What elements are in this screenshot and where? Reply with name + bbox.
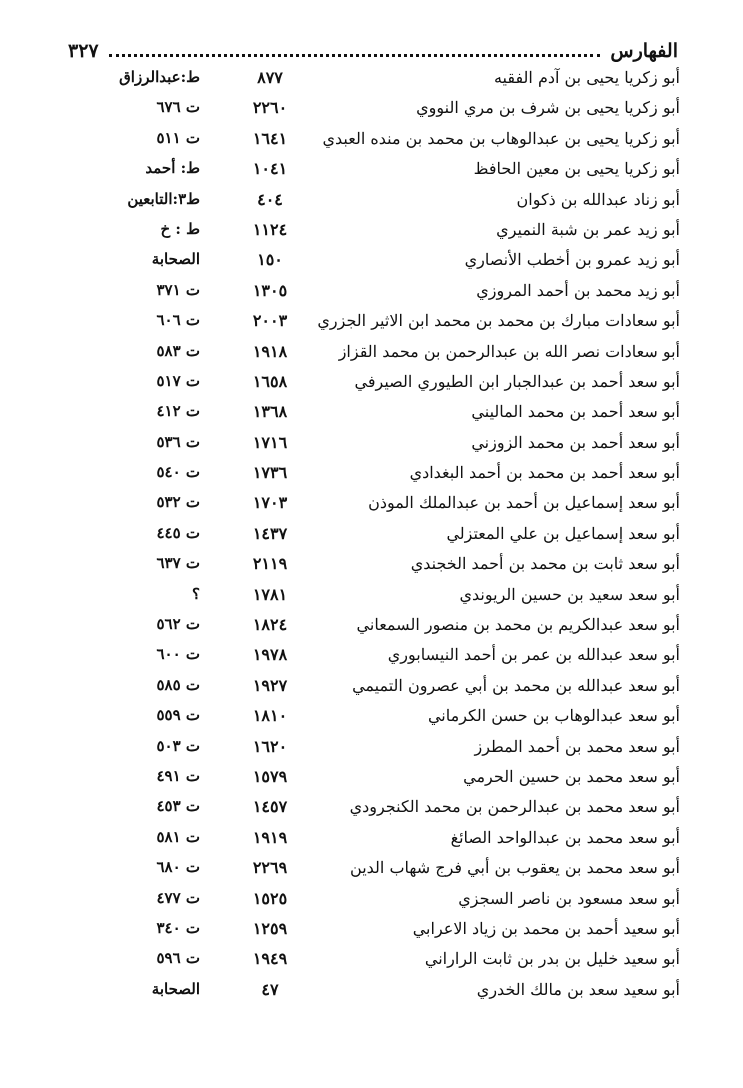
entry-name: أبو زكريا يحيى بن عبدالوهاب بن محمد بن منده العبدي xyxy=(322,128,680,148)
entry-number: ٢٠٠٣ xyxy=(252,311,288,331)
entry-name: أبو سعد أحمد بن محمد بن أحمد البغدادي xyxy=(409,463,680,483)
entry-reference: ت ٤٤٥ xyxy=(156,523,200,542)
entry-reference: ط:عبدالرزاق xyxy=(119,68,200,86)
entry-name: أبو سعد محمد بن حسين الحرمي xyxy=(463,766,680,786)
entry-name: أبو سعد إسماعيل بن علي المعتزلي xyxy=(446,523,680,543)
index-entry xyxy=(100,854,680,884)
entry-name: أبو زيد عمرو بن أخطب الأنصاري xyxy=(464,250,680,270)
index-entry xyxy=(100,885,680,915)
entry-number: ٤٧ xyxy=(261,979,279,999)
entry-name: أبو زيد محمد بن أحمد المروزي xyxy=(476,280,680,300)
entry-number: ١٧٣٦ xyxy=(252,463,288,483)
entry-number: ١٤٥٧ xyxy=(252,797,288,817)
entry-reference: الصحابة xyxy=(151,979,200,998)
entry-number: ١٨٢٤ xyxy=(252,615,288,635)
entry-reference: ت ٥١٧ xyxy=(156,371,200,390)
index-entry xyxy=(100,520,680,550)
entry-number: ١٩٧٨ xyxy=(252,645,288,665)
entry-name: أبو سعد ثابت بن محمد بن أحمد الخجندي xyxy=(410,554,680,574)
entry-name: أبو سعد أحمد بن محمد الماليني xyxy=(471,402,680,422)
entry-number: ٨٧٧ xyxy=(257,68,283,87)
entry-name: أبو زكريا يحيى بن شرف بن مري النووي xyxy=(416,98,680,118)
entry-reference: ت ٥٨٣ xyxy=(156,341,200,360)
entry-reference: ت ٤٩١ xyxy=(156,766,200,785)
entry-number: ١٦٥٨ xyxy=(252,371,288,391)
entry-number: ١٧٠٣ xyxy=(252,493,288,513)
entry-reference: ت ٤٧٧ xyxy=(156,888,200,907)
entry-number: ١٦٤١ xyxy=(252,128,288,148)
index-entry xyxy=(100,277,680,307)
entry-name: أبو سعد عبدالله بن محمد بن أبي عصرون التميمي xyxy=(352,675,680,695)
index-entry xyxy=(100,793,680,823)
index-entry xyxy=(100,641,680,671)
entry-name: أبو سعد محمد بن عبدالرحمن بن محمد الكنجرودي xyxy=(349,797,680,817)
entry-reference: ت ٥٦٢ xyxy=(156,615,200,634)
entry-name: أبو سعد عبدالوهاب بن حسن الكرماني xyxy=(427,706,680,726)
entry-name: أبو سعد إسماعيل بن أحمد بن عبدالملك الموذن xyxy=(368,493,680,513)
index-entry xyxy=(100,611,680,641)
dotted-leader xyxy=(109,54,601,57)
index-entry xyxy=(100,64,680,94)
entry-name: أبو سعادات نصر الله بن عبدالرحمن بن محمد القزاز xyxy=(338,341,680,361)
index-entry xyxy=(100,702,680,732)
entry-reference: ط: أحمد xyxy=(145,159,200,178)
entry-name: أبو سعد سعيد بن حسين الريوندي xyxy=(459,584,680,604)
entry-reference: ت ٥٩٦ xyxy=(156,949,200,968)
index-entry xyxy=(100,125,680,155)
index-entry xyxy=(100,94,680,124)
entry-name: أبو سعيد سعد بن مالك الخدري xyxy=(476,979,680,999)
entry-name: أبو سعد مسعود بن ناصر السجزي xyxy=(458,888,680,908)
entry-name: أبو زيد عمر بن شبة النميري xyxy=(496,219,680,239)
entry-number: ١٣٦٨ xyxy=(252,402,288,422)
index-entry xyxy=(100,915,680,945)
entry-name: أبو سعادات مبارك بن محمد بن محمد ابن الاثير الجزري xyxy=(317,311,680,331)
page-number: ٣٢٧ xyxy=(68,40,99,62)
entry-name: أبو سعد محمد بن عبدالواحد الصائغ xyxy=(450,827,680,847)
entry-name: أبو سعد عبدالله بن عمر بن أحمد النيسابوري xyxy=(387,645,680,665)
index-entry xyxy=(100,246,680,276)
entry-reference: ت ٥١١ xyxy=(156,128,200,147)
entry-reference: ت ٣٤٠ xyxy=(156,918,200,937)
entry-reference: ت ٥٨١ xyxy=(156,827,200,846)
entry-reference: ت ٥٤٠ xyxy=(156,463,200,482)
index-entry xyxy=(100,733,680,763)
entry-reference: ط٣:التابعين xyxy=(127,189,200,208)
entry-number: ١٢٥٩ xyxy=(252,918,288,938)
index-entry xyxy=(100,368,680,398)
index-entry xyxy=(100,307,680,337)
page-header xyxy=(68,36,678,62)
index-entry xyxy=(100,398,680,428)
index-entry xyxy=(100,338,680,368)
entry-reference: ت ٥٣٦ xyxy=(156,432,200,451)
entry-name: أبو سعد عبدالكريم بن محمد بن منصور السمعاني xyxy=(356,615,680,635)
entry-reference: ت ٥٣٢ xyxy=(156,493,200,512)
entry-reference: الصحابة xyxy=(151,250,200,269)
entry-name: أبو سعد أحمد بن محمد الزوزني xyxy=(471,432,680,452)
entry-reference: ت ٥٠٣ xyxy=(156,736,200,755)
entry-number: ١٦٢٠ xyxy=(252,736,288,756)
entry-name: أبو سعد أحمد بن عبدالجبار ابن الطيوري الصيرفي xyxy=(354,371,680,391)
index-entry xyxy=(100,581,680,611)
entry-reference: ؟ xyxy=(192,584,200,603)
entry-number: ١٣٠٥ xyxy=(252,280,288,300)
entry-reference: ت ٣٧١ xyxy=(156,280,200,299)
index-entry xyxy=(100,763,680,793)
index-entry xyxy=(100,429,680,459)
entry-number: ١٥٢٥ xyxy=(252,888,288,908)
index-entry xyxy=(100,550,680,580)
entry-reference: ت ٥٥٩ xyxy=(156,706,200,725)
entry-name: أبو سعد محمد بن يعقوب بن أبي فرج شهاب الدين xyxy=(350,858,680,878)
entry-number: ٢٢٦٩ xyxy=(252,858,288,878)
entry-name: أبو سعد محمد بن أحمد المطرز xyxy=(474,736,680,756)
index-entry xyxy=(100,824,680,854)
entry-number: ٤٠٤ xyxy=(257,189,283,209)
index-entry xyxy=(100,976,680,1006)
section-title: الفهارس xyxy=(610,40,678,62)
entry-reference: ت ٤١٢ xyxy=(156,402,200,421)
entry-reference: ت ٤٥٣ xyxy=(156,797,200,816)
index-entry xyxy=(100,459,680,489)
entry-number: ٢١١٩ xyxy=(252,554,288,574)
entry-name: أبو سعيد خليل بن بدر بن ثابت الراراني xyxy=(424,949,680,969)
entry-name: أبو زكريا يحيى بن آدم الفقيه xyxy=(493,68,680,87)
index-entry xyxy=(100,155,680,185)
entry-number: ١٥٠ xyxy=(257,250,283,270)
entry-number: ١٩١٨ xyxy=(252,341,288,361)
entry-reference: ت ٦٠٠ xyxy=(156,645,200,664)
entry-number: ٢٢٦٠ xyxy=(252,98,288,118)
index-entry xyxy=(100,186,680,216)
index-entry xyxy=(100,945,680,975)
entry-reference: ت ٦٧٦ xyxy=(156,98,200,117)
entry-number: ١٩١٩ xyxy=(252,827,288,847)
index-entry xyxy=(100,489,680,519)
entry-reference: ت ٦٣٧ xyxy=(156,554,200,573)
entry-number: ١٠٤١ xyxy=(252,159,288,179)
entry-number: ١٤٣٧ xyxy=(252,523,288,543)
entry-reference: ت ٦٨٠ xyxy=(156,858,200,877)
index-entry xyxy=(100,216,680,246)
entry-reference: ت ٦٠٦ xyxy=(156,311,200,330)
entry-number: ١٧٨١ xyxy=(252,584,288,604)
entry-name: أبو زكريا يحيى بن معين الحافظ xyxy=(473,159,680,179)
index-entry xyxy=(100,672,680,702)
entry-name: أبو سعيد أحمد بن محمد بن زياد الاعرابي xyxy=(412,918,680,938)
entry-number: ١٧١٦ xyxy=(252,432,288,452)
entry-reference: ت ٥٨٥ xyxy=(156,675,200,694)
entry-number: ١٩٢٧ xyxy=(252,675,288,695)
index-list xyxy=(100,64,680,1006)
entry-number: ١٩٤٩ xyxy=(252,949,288,969)
entry-number: ١٥٧٩ xyxy=(252,766,288,786)
entry-number: ١١٢٤ xyxy=(252,219,288,239)
entry-reference: ط : خ xyxy=(160,219,200,238)
entry-number: ١٨١٠ xyxy=(252,706,288,726)
entry-name: أبو زناد عبدالله بن ذكوان xyxy=(516,189,680,209)
